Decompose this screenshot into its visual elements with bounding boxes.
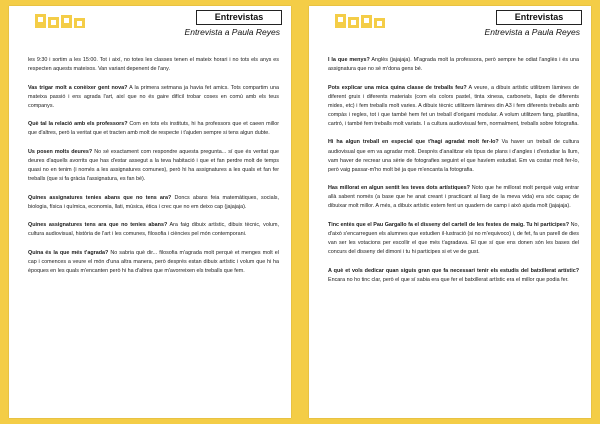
right-page	[309, 6, 591, 418]
page-subtitle: Entrevista a Paula Reyes	[484, 27, 580, 37]
school-logo	[335, 11, 387, 31]
section-label: Entrevistas	[496, 10, 582, 25]
interview-text	[28, 56, 279, 285]
paragraph: Vas trigar molt a conèixer gent nova? A la primera setmana ja havia fet amics. Tots compartim una mateixa passió i ens agrada l'art, així que no és gaire difícil trobar coses en comú amb els teus companys.	[28, 84, 279, 109]
interview-text	[328, 56, 579, 294]
paragraph: A què et vols dedicar quan siguis gran que fa necessari tenir els estudis del batxillerat artístic? Encara no ho tinc clar, però el que sí sabia era que fer el batxillerat artístic era el millor que podia fer.	[328, 267, 579, 283]
left-page	[9, 6, 291, 418]
paragraph: Quines assignatures tens ara que no tenies abans? Ara faig dibuix artístic, dibuix tècnic, volum, cultura audiovisual, història de l'art i les comunes, filosofia i ciències pel món contemporani.	[28, 222, 279, 238]
section-label: Entrevistas	[196, 10, 282, 25]
paragraph: I la que menys? Anglès (jajajaja). M'agrada molt la professora, però sempre he odiat l'anglès i és una assignatura que no sé m'dona gens bé.	[328, 57, 579, 73]
paragraph: Quina és la que més t'agrada? No sabria què dir... filosofia m'agrada molt perquè et menges molt el cap i comences a veure el món d'una altra manera, però després estan dibuix artístic i volum que hi ha èpoques en les quals m'encanten però hi ha d'altres que m'avorreixen els treballs que fem.	[28, 249, 279, 274]
paragraph: Tinc entès que el Pau Gargallo fa el disseny del cartell de les festes de maig. Tu hi participes? No, d'això s'encarreguen els alumnes que estudien il·lustració (si no m'equivoco) i, de fet, fa un parell de dies van ser les votacions per escollir el que més t'agradava. El que sí que ens donen són les bases del concurs del disseny del dimoni i tu hi participes si et ve de gust.	[328, 221, 579, 256]
page-subtitle: Entrevista a Paula Reyes	[184, 27, 280, 37]
paragraph: les 9:30 i sortim a les 15:00. Tot i així, no totes les classes tenen el mateix horari i no tots els anys es respecten aquests mateixos. Van variant depenent de l'any.	[28, 57, 279, 73]
paragraph: Pots explicar una mica quina classe de treballs feu? A veure, a dibuix artístic utilitzem làmines de diferent gruix i diferents materials (com els colors pastel, tinta xinesa, carbonets, llapis de diferents mides, etc) i fem treballs molt varies. A dibuix tècnic utilitzem làmines din A3 i fem diferents treballs amb compàs i regles, tot i que també hem fet un treball d'origami modular. A volum utilitzem fang, plastilina, cartró, i també fem treballs molt variats. I a cultura audiovisual fem, normalment, treballs sobre fotografia.	[328, 84, 580, 127]
paragraph: Què tal la relació amb els professors? Com en tots els instituts, hi ha professors que et caeen millor que d'altres, però la veritat que et tracten amb molt de respecte i t'ajuden sempre si tens algun dubte.	[28, 121, 279, 137]
paragraph: Has millorat en algun sentit les teves dots artístiques? Noto que he millorat molt perquè vaig entrar allà sabent només (a base que he anat creant i practicant al llarg de la meva vida) era sóc capaç de dibuixar molt millor. A més, a dibuix artístic estem fent un quadern de camp i això ajuda molt (jajajaja).	[328, 185, 579, 210]
school-logo	[35, 11, 87, 31]
paragraph: Us posen molts deures? No sé exactament com respondre aquesta pregunta... sí que és veritat que deures d'aquells avorrits que has d'estar assegut a la teva habitació i que et fan perdre molt de temps quasi no en tenim (i només a les assignatures comunes), però hi ha assignatures a les quals et fan fer treballs (que si fa gràcia l'assignatura, es fan bé).	[28, 148, 279, 183]
paragraph: Quines assignatures tenies abans que no tens ara? Doncs abans feia matemàtiques, socials, biologia, física i química, economia, llati, música, ètica i crec que no em deixo cap (jajajaja).	[28, 194, 279, 210]
paragraph: Hi ha algun treball en especial que t'hagi agradat molt fer-lo? Va haver un treball de cultura audiovisual que em va agradar molt. Després d'analitzar els tipus de plans i d'angles i d'estudiar la llum, vam haver de recrear una sèrie de fotografies seguint el que havíem estudiat. Em va costar molt fer-lo, però vaig passar-m'ho molt bé ja que m'encanta la fotografia.	[328, 139, 579, 173]
